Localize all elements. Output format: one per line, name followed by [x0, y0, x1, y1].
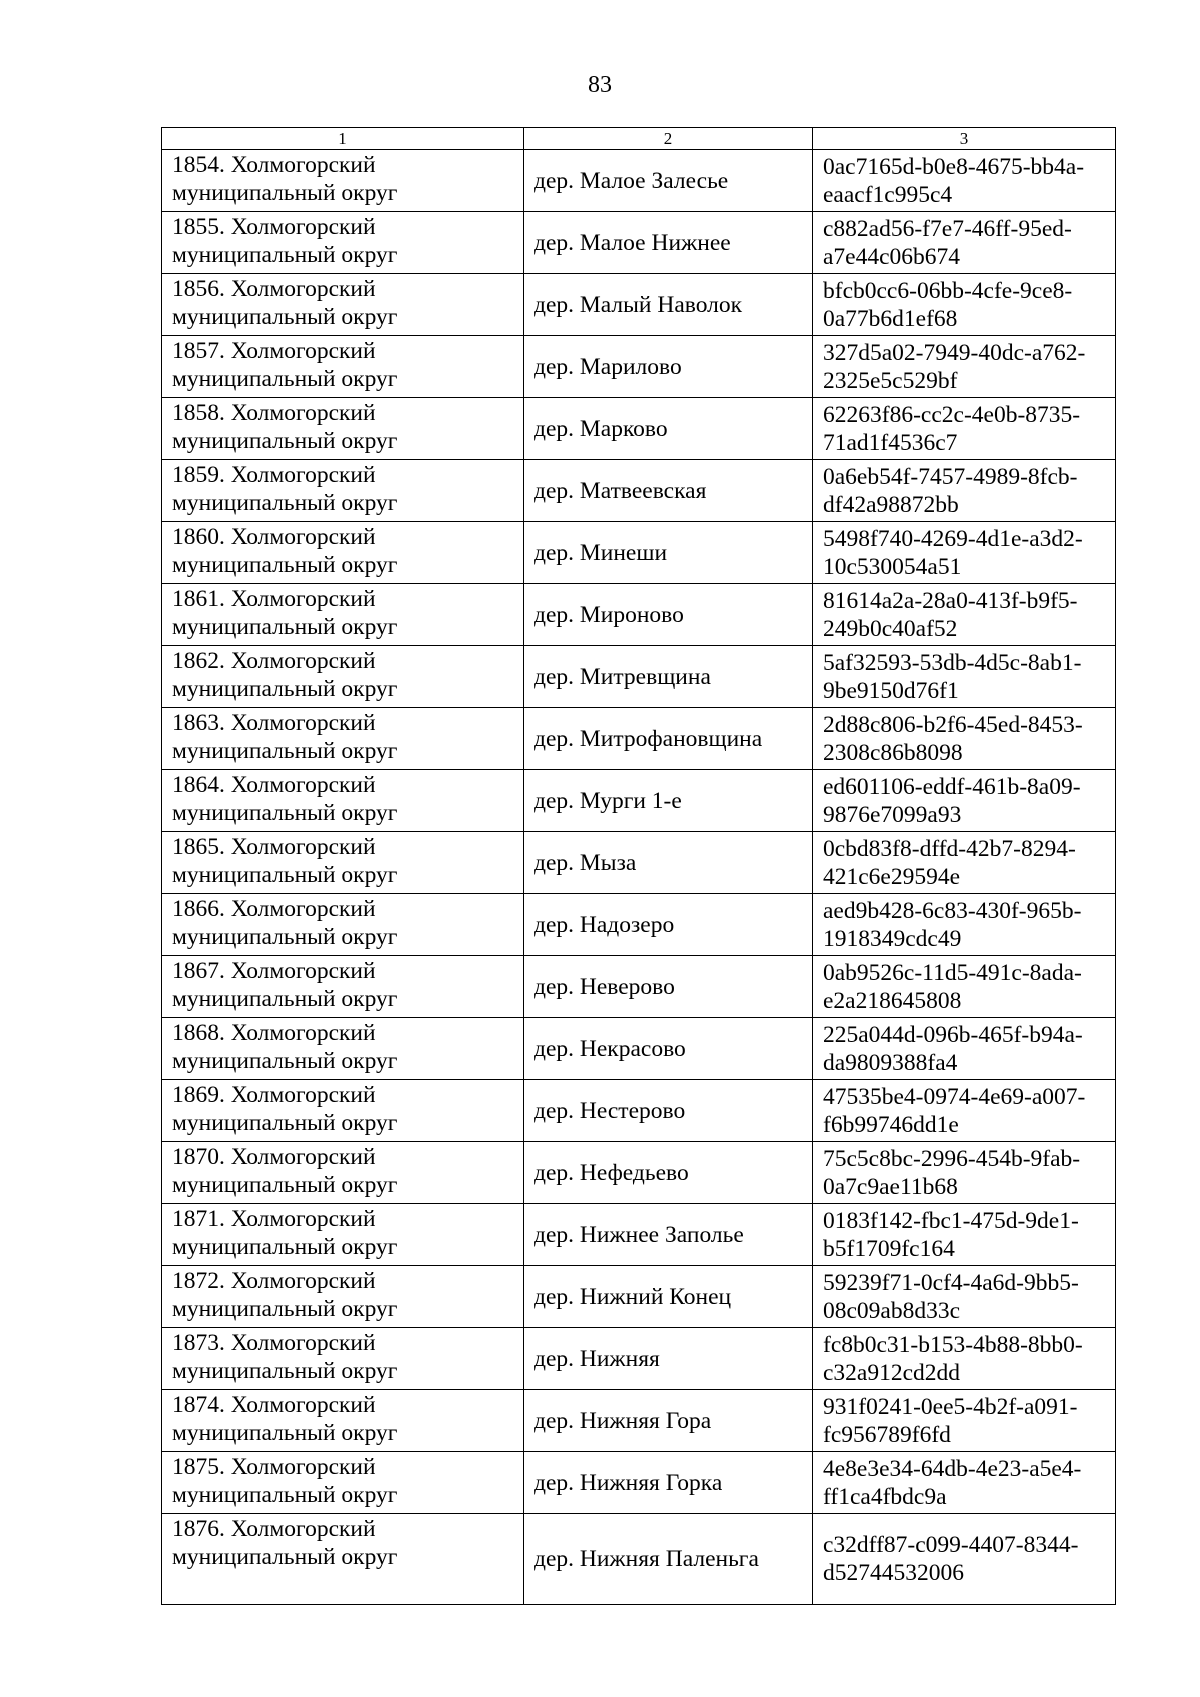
entry-number: 1874. Холмогорский	[172, 1392, 376, 1418]
guid-line-2: d52744532006	[823, 1560, 964, 1586]
entry-cell	[162, 212, 524, 274]
entry-district: муниципальный округ	[172, 1296, 398, 1322]
entry-district: муниципальный округ	[172, 738, 398, 764]
settlement-name: дер. Некрасово	[534, 1035, 686, 1062]
table-row	[162, 894, 1116, 956]
settlement-cell	[524, 584, 813, 646]
entry-district: муниципальный округ	[172, 862, 398, 888]
entry-cell	[162, 1390, 524, 1452]
entry-district: муниципальный округ	[172, 1482, 398, 1508]
entry-number: 1862. Холмогорский	[172, 648, 376, 674]
entry-cell	[162, 584, 524, 646]
guid-line-2: 9be9150d76f1	[823, 677, 959, 704]
settlement-name: дер. Нижняя Горка	[534, 1469, 723, 1496]
entry-number: 1855. Холмогорский	[172, 214, 376, 240]
table-row	[162, 708, 1116, 770]
entry-number: 1858. Холмогорский	[172, 400, 376, 426]
settlement-name: дер. Нижняя	[534, 1345, 660, 1372]
settlement-name: дер. Малое Нижнее	[534, 229, 731, 256]
guid-line-2: ff1ca4fbdc9a	[823, 1483, 947, 1510]
settlement-cell	[524, 956, 813, 1018]
table-row	[162, 336, 1116, 398]
entry-cell	[162, 1328, 524, 1390]
guid-cell	[813, 1204, 1116, 1266]
guid-line-1: 0a6eb54f-7457-4989-8fcb-	[823, 463, 1078, 490]
settlement-name: дер. Митрофановщина	[534, 725, 763, 752]
table-row	[162, 1390, 1116, 1452]
entry-district: муниципальный округ	[172, 552, 398, 578]
guid-line-1: ed601106-eddf-461b-8a09-	[823, 773, 1081, 800]
settlement-cell	[524, 1390, 813, 1452]
entry-number: 1876. Холмогорский	[172, 1516, 376, 1542]
guid-cell	[813, 460, 1116, 522]
entry-number: 1869. Холмогорский	[172, 1082, 376, 1108]
guid-line-2: 421c6e29594e	[823, 863, 961, 890]
entry-number: 1864. Холмогорский	[172, 772, 376, 798]
table-header-row	[162, 128, 1116, 150]
settlement-name: дер. Матвеевская	[534, 477, 707, 504]
entry-district: муниципальный округ	[172, 366, 398, 392]
guid-cell	[813, 832, 1116, 894]
guid-line-2: df42a98872bb	[823, 491, 959, 518]
entry-district: муниципальный округ	[172, 1358, 398, 1384]
entry-number: 1859. Холмогорский	[172, 462, 376, 488]
guid-line-1: c32dff87-c099-4407-8344-	[823, 1532, 1079, 1558]
settlement-name: дер. Надозеро	[534, 911, 675, 938]
settlement-cell	[524, 770, 813, 832]
guid-line-2: 0a7c9ae11b68	[823, 1173, 958, 1200]
guid-line-1: 5498f740-4269-4d1e-a3d2-	[823, 525, 1083, 552]
settlement-cell	[524, 212, 813, 274]
guid-cell	[813, 1390, 1116, 1452]
guid-line-1: fc8b0c31-b153-4b88-8bb0-	[823, 1331, 1083, 1358]
guid-line-1: bfcb0cc6-06bb-4cfe-9ce8-	[823, 277, 1073, 304]
entry-number: 1856. Холмогорский	[172, 276, 376, 302]
guid-line-2: 1918349cdc49	[823, 925, 962, 952]
guid-line-2: a7e44c06b674	[823, 243, 961, 270]
guid-cell	[813, 646, 1116, 708]
settlement-name: дер. Нижняя Паленьга	[534, 1546, 759, 1572]
settlement-cell	[524, 832, 813, 894]
guid-cell	[813, 1142, 1116, 1204]
settlement-cell	[524, 1142, 813, 1204]
guid-line-1: aed9b428-6c83-430f-965b-	[823, 897, 1082, 924]
guid-line-1: 2d88c806-b2f6-45ed-8453-	[823, 711, 1083, 738]
entry-cell	[162, 646, 524, 708]
table-row	[162, 1328, 1116, 1390]
entry-district: муниципальный округ	[172, 1048, 398, 1074]
entry-number: 1857. Холмогорский	[172, 338, 376, 364]
entry-number: 1867. Холмогорский	[172, 958, 376, 984]
guid-cell	[813, 1266, 1116, 1328]
settlement-name: дер. Мурги 1-е	[534, 787, 682, 814]
entry-cell	[162, 336, 524, 398]
table-row	[162, 274, 1116, 336]
table-row	[162, 212, 1116, 274]
settlement-name: дер. Нижнее Заполье	[534, 1221, 744, 1248]
table-row	[162, 460, 1116, 522]
entry-cell	[162, 398, 524, 460]
guid-line-1: 0cbd83f8-dffd-42b7-8294-	[823, 835, 1076, 862]
entry-district: муниципальный округ	[172, 242, 398, 268]
settlement-name: дер. Нефедьево	[534, 1159, 689, 1186]
guid-line-1: c882ad56-f7e7-46ff-95ed-	[823, 215, 1072, 242]
guid-cell	[813, 956, 1116, 1018]
guid-cell	[813, 336, 1116, 398]
settlement-cell	[524, 522, 813, 584]
guid-cell	[813, 1514, 1116, 1605]
entry-district: муниципальный округ	[172, 1420, 398, 1446]
settlement-cell	[524, 646, 813, 708]
settlement-cell	[524, 460, 813, 522]
entry-number: 1865. Холмогорский	[172, 834, 376, 860]
entry-number: 1868. Холмогорский	[172, 1020, 376, 1046]
entry-cell	[162, 770, 524, 832]
settlement-name: дер. Марилово	[534, 353, 682, 380]
entry-number: 1875. Холмогорский	[172, 1454, 376, 1480]
column-header-3: 3	[813, 128, 1116, 150]
entry-district: муниципальный округ	[172, 924, 398, 950]
entry-district: муниципальный округ	[172, 490, 398, 516]
entry-cell	[162, 832, 524, 894]
settlement-cell	[524, 150, 813, 212]
guid-line-1: 47535be4-0974-4e69-a007-	[823, 1083, 1086, 1110]
guid-line-2: b5f1709fc164	[823, 1235, 955, 1262]
guid-line-1: 81614a2a-28a0-413f-b9f5-	[823, 587, 1078, 614]
table-row	[162, 956, 1116, 1018]
guid-line-2: 249b0c40af52	[823, 615, 958, 642]
entry-cell	[162, 274, 524, 336]
settlement-cell	[524, 1452, 813, 1514]
entry-district: муниципальный округ	[172, 180, 398, 206]
entry-cell	[162, 460, 524, 522]
entry-number: 1871. Холмогорский	[172, 1206, 376, 1232]
guid-line-1: 327d5a02-7949-40dc-a762-	[823, 339, 1086, 366]
settlement-name: дер. Минеши	[534, 539, 668, 566]
guid-line-1: 931f0241-0ee5-4b2f-a091-	[823, 1393, 1078, 1420]
guid-cell	[813, 398, 1116, 460]
table-row	[162, 1018, 1116, 1080]
table-row	[162, 1266, 1116, 1328]
entry-district: муниципальный округ	[172, 428, 398, 454]
guid-line-1: 0ab9526c-11d5-491c-8ada-	[823, 959, 1082, 986]
settlement-name: дер. Малое Залесье	[534, 167, 729, 194]
guid-line-1: 0183f142-fbc1-475d-9de1-	[823, 1207, 1079, 1234]
guid-cell	[813, 1018, 1116, 1080]
entry-district: муниципальный округ	[172, 1110, 398, 1136]
settlement-cell	[524, 1328, 813, 1390]
settlement-cell	[524, 1018, 813, 1080]
entry-district: муниципальный округ	[172, 676, 398, 702]
entry-district: муниципальный округ	[172, 614, 398, 640]
guid-line-2: da9809388fa4	[823, 1049, 958, 1076]
guid-cell	[813, 522, 1116, 584]
guid-line-2: fc956789f6fd	[823, 1421, 951, 1448]
entry-district: муниципальный округ	[172, 986, 398, 1012]
page-number: 83	[588, 72, 612, 98]
table-row	[162, 1142, 1116, 1204]
settlement-cell	[524, 894, 813, 956]
entry-cell	[162, 1204, 524, 1266]
settlement-name: дер. Мироново	[534, 601, 684, 628]
guid-line-2: f6b99746dd1e	[823, 1111, 959, 1138]
guid-line-2: 0a77b6d1ef68	[823, 305, 958, 332]
entry-cell	[162, 1142, 524, 1204]
column-header-1: 1	[162, 128, 524, 150]
guid-line-1: 225a044d-096b-465f-b94a-	[823, 1021, 1083, 1048]
guid-cell	[813, 212, 1116, 274]
guid-line-2: c32a912cd2dd	[823, 1359, 961, 1386]
table-row	[162, 832, 1116, 894]
guid-cell	[813, 894, 1116, 956]
guid-line-1: 4e8e3e34-64db-4e23-a5e4-	[823, 1455, 1082, 1482]
entry-cell	[162, 1080, 524, 1142]
settlement-cell	[524, 708, 813, 770]
guid-line-2: 10c530054a51	[823, 553, 962, 580]
entry-cell	[162, 1514, 524, 1605]
guid-line-2: 9876e7099a93	[823, 801, 962, 828]
table-row	[162, 646, 1116, 708]
guid-line-1: 75c5c8bc-2996-454b-9fab-	[823, 1145, 1081, 1172]
entry-number: 1870. Холмогорский	[172, 1144, 376, 1170]
settlement-name: дер. Митревщина	[534, 663, 711, 690]
entry-number: 1861. Холмогорский	[172, 586, 376, 612]
entry-district: муниципальный округ	[172, 1234, 398, 1260]
entry-district: муниципальный округ	[172, 304, 398, 330]
settlement-cell	[524, 274, 813, 336]
entry-district: муниципальный округ	[172, 800, 398, 826]
table-row	[162, 1204, 1116, 1266]
entry-number: 1854. Холмогорский	[172, 152, 376, 178]
guid-line-1: 62263f86-cc2c-4e0b-8735-	[823, 401, 1081, 428]
entry-cell	[162, 894, 524, 956]
entry-number: 1860. Холмогорский	[172, 524, 376, 550]
settlement-name: дер. Неверово	[534, 973, 675, 1000]
guid-cell	[813, 770, 1116, 832]
guid-cell	[813, 1080, 1116, 1142]
settlement-cell	[524, 1204, 813, 1266]
entry-cell	[162, 150, 524, 212]
table-row	[162, 398, 1116, 460]
entry-cell	[162, 708, 524, 770]
settlement-registry-table	[161, 127, 1116, 1605]
table-row	[162, 1514, 1116, 1605]
settlement-cell	[524, 398, 813, 460]
table-row	[162, 584, 1116, 646]
settlement-name: дер. Мыза	[534, 849, 637, 876]
entry-number: 1872. Холмогорский	[172, 1268, 376, 1294]
settlement-name: дер. Малый Наволок	[534, 291, 743, 318]
settlement-cell	[524, 1080, 813, 1142]
settlement-name: дер. Нижний Конец	[534, 1283, 732, 1310]
guid-line-2: 71ad1f4536c7	[823, 429, 958, 456]
guid-cell	[813, 1452, 1116, 1514]
entry-cell	[162, 1452, 524, 1514]
settlement-cell	[524, 1514, 813, 1605]
entry-district: муниципальный округ	[172, 1544, 398, 1570]
settlement-name: дер. Нижняя Гора	[534, 1407, 712, 1434]
entry-number: 1863. Холмогорский	[172, 710, 376, 736]
table-row	[162, 1452, 1116, 1514]
guid-line-2: 2308c86b8098	[823, 739, 963, 766]
guid-cell	[813, 584, 1116, 646]
table-row	[162, 522, 1116, 584]
column-header-2: 2	[524, 128, 813, 150]
entry-cell	[162, 956, 524, 1018]
entry-cell	[162, 1018, 524, 1080]
guid-line-1: 5af32593-53db-4d5c-8ab1-	[823, 649, 1082, 676]
guid-cell	[813, 150, 1116, 212]
entry-cell	[162, 522, 524, 584]
guid-line-2: 2325e5c529bf	[823, 367, 958, 394]
guid-line-1: 59239f71-0cf4-4a6d-9bb5-	[823, 1269, 1079, 1296]
entry-number: 1873. Холмогорский	[172, 1330, 376, 1356]
settlement-name: дер. Нестерово	[534, 1097, 686, 1124]
guid-line-1: 0ac7165d-b0e8-4675-bb4a-	[823, 153, 1085, 180]
entry-district: муниципальный округ	[172, 1172, 398, 1198]
table-row	[162, 1080, 1116, 1142]
entry-cell	[162, 1266, 524, 1328]
guid-cell	[813, 1328, 1116, 1390]
guid-cell	[813, 274, 1116, 336]
guid-line-2: eaacf1c995c4	[823, 181, 953, 208]
table-row	[162, 150, 1116, 212]
settlement-name: дер. Марково	[534, 415, 668, 442]
guid-line-2: 08c09ab8d33c	[823, 1297, 961, 1324]
settlement-cell	[524, 336, 813, 398]
entry-number: 1866. Холмогорский	[172, 896, 376, 922]
table-row	[162, 770, 1116, 832]
settlement-cell	[524, 1266, 813, 1328]
guid-line-2: e2a218645808	[823, 987, 962, 1014]
guid-cell	[813, 708, 1116, 770]
